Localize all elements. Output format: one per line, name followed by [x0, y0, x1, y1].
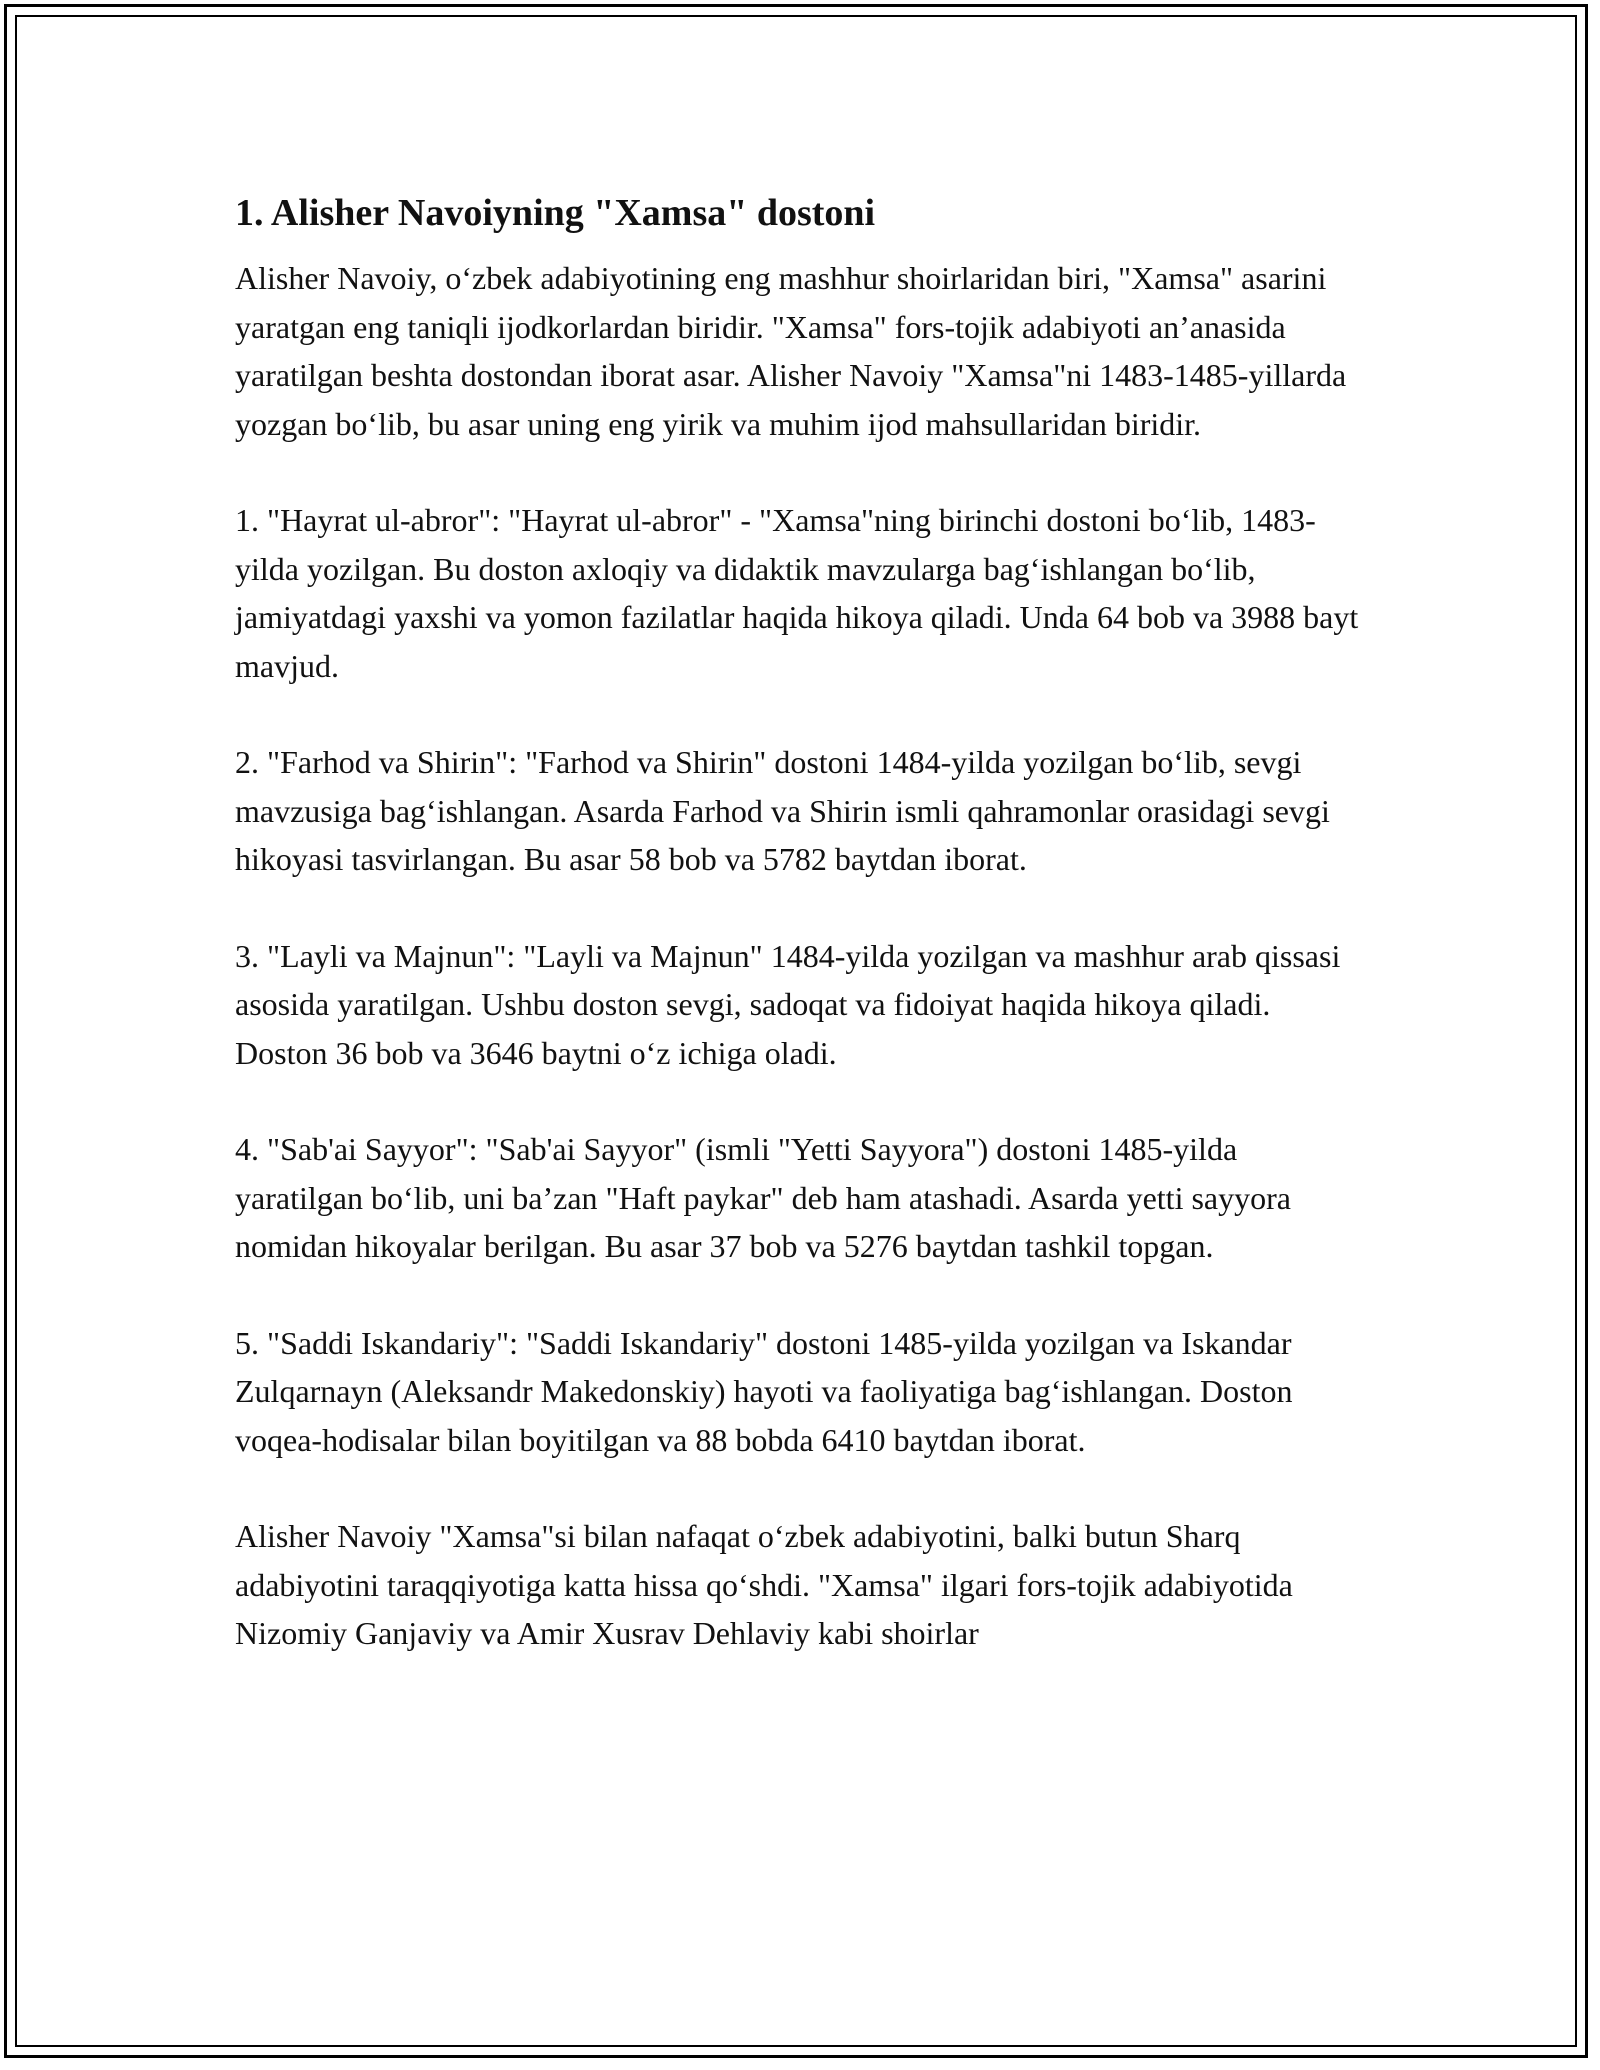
- paragraph-farhod-va-shirin: 2. "Farhod va Shirin": "Farhod va Shirin" dostoni 1484-yilda yozilgan bo‘lib, sevgi mavzusiga bag‘ishlangan. Asarda Farhod va Shirin ismli qahramonlar orasidagi sevgi hikoyasi tasvirlangan. Bu asar 58 bob va 5782 baytdan iborat.: [235, 744, 1330, 877]
- paragraph-sabai-sayyor: 4. "Sab'ai Sayyor": "Sab'ai Sayyor" (ismli "Yetti Sayyora") dostoni 1485-yilda yaratilgan bo‘lib, uni ba’zan "Haft paykar" deb ham atashadi. Asarda yetti sayyora nomidan hikoyalar berilgan. Bu asar 37 bob va 5276 baytdan tashkil topgan.: [235, 1131, 1291, 1264]
- paragraph-hayrat-ul-abror: 1. "Hayrat ul-abror": "Hayrat ul-abror" - "Xamsa"ning birinchi dostoni bo‘lib, 1483-yilda yozilgan. Bu doston axloqiy va didaktik mavzularga bag‘ishlangan bo‘lib, jamiyatdagi yaxshi va yomon fazilatlar haqida hikoya qiladi. Unda 64 bob va 3988 bayt mavjud.: [235, 502, 1359, 684]
- paragraph-intro: Alisher Navoiy, o‘zbek adabiyotining eng mashhur shoirlaridan biri, "Xamsa" asarini yaratgan eng taniqli ijodkorlardan biridir. "Xamsa" fors-tojik adabiyoti an’anasida yaratilgan beshta dostondan iborat asar. Alisher Navoiy "Xamsa"ni 1483-1485-yillarda yozgan bo‘lib, bu asar uning eng yirik va muhim ijod mahsullaridan biridir.: [235, 260, 1347, 442]
- document-body: [235, 188, 1365, 1706]
- paragraph-layli-va-majnun: 3. "Layli va Majnun": "Layli va Majnun" 1484-yilda yozilgan va mashhur arab qissasi asosida yaratilgan. Ushbu doston sevgi, sadoqat va fidoiyat haqida hikoya qiladi. Doston 36 bob va 3646 baytni o‘z ichiga oladi.: [235, 937, 1341, 1071]
- document-title: 1. Alisher Navoiyning "Xamsa" dostoni: [235, 192, 876, 234]
- paragraph-conclusion: Alisher Navoiy "Xamsa"si bilan nafaqat o‘zbek adabiyotini, balki butun Sharq adabiyotini taraqqiyotiga katta hissa qo‘shdi. "Xamsa" ilgari fors-tojik adabiyotida Nizomiy Ganjaviy va Amir Xusrav Dehlaviy kabi shoirlar: [235, 1518, 1293, 1651]
- paragraph-saddi-iskandariy: 5. "Saddi Iskandariy": "Saddi Iskandariy" dostoni 1485-yilda yozilgan va Iskandar Zulqarnayn (Aleksandr Makedonskiy) hayoti va faoliyatiga bag‘ishlangan. Doston voqea-hodisalar bilan boyitilgan va 88 bobda 6410 baytdan iborat.: [235, 1324, 1293, 1458]
